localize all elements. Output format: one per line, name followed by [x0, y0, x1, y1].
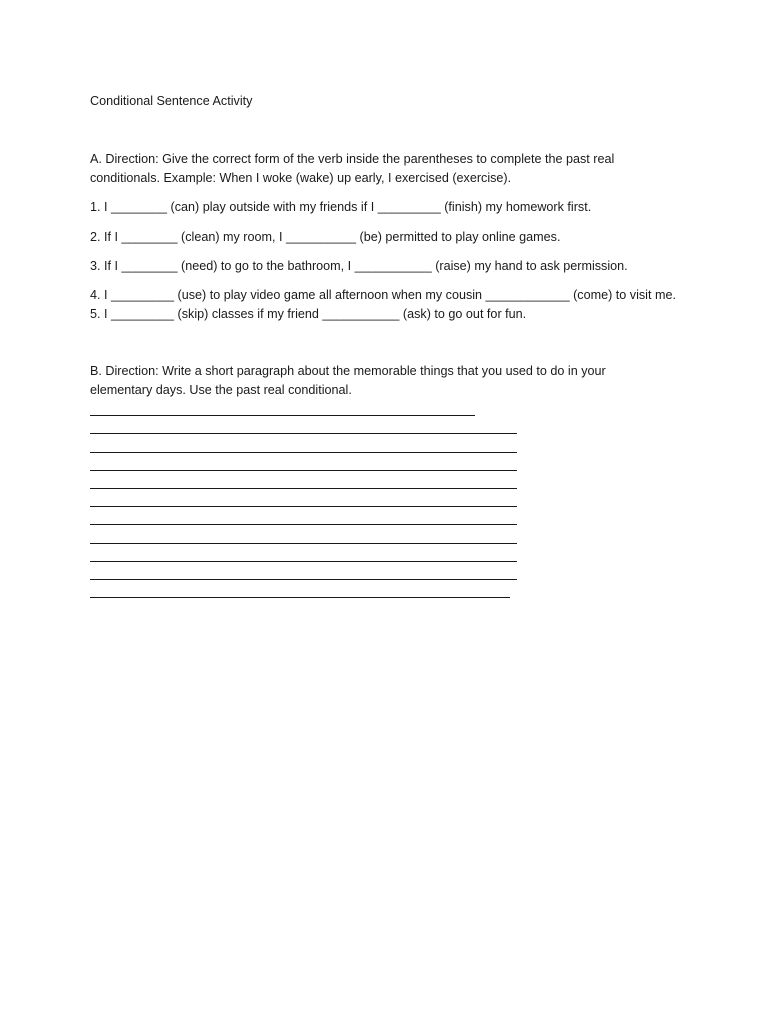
answer-line: [90, 400, 475, 418]
answer-line: [90, 418, 517, 436]
answer-line: [90, 527, 517, 545]
page-title: Conditional Sentence Activity: [90, 94, 253, 108]
answer-line: [90, 473, 517, 491]
exercise-item-4: 4. I _________ (use) to play video game all afternoon when my cousin ____________ (come) to visit me.: [90, 288, 676, 302]
exercise-item-1: 1. I ________ (can) play outside with my friends if I _________ (finish) my homework first.: [90, 200, 592, 214]
section-b-direction: B. Direction: Write a short paragraph about the memorable things that you used to do in your elementary days. Use the past real conditional.: [90, 364, 606, 397]
exercise-item-3: 3. If I ________ (need) to go to the bathroom, I ___________ (raise) my hand to ask permission.: [90, 259, 628, 273]
answer-line: [90, 455, 517, 473]
exercise-item-2: 2. If I ________ (clean) my room, I __________ (be) permitted to play online games.: [90, 230, 561, 244]
section-a-direction: A. Direction: Give the correct form of the verb inside the parentheses to complete the past real conditionals. Example: When I woke (wake) up early, I exercised (exercise).: [90, 152, 615, 185]
exercise-item-5: 5. I _________ (skip) classes if my friend ___________ (ask) to go out for fun.: [90, 307, 527, 321]
answer-line: [90, 582, 510, 600]
answer-line: [90, 491, 517, 509]
answer-lines: [90, 400, 517, 600]
answer-line: [90, 546, 517, 564]
answer-line: [90, 436, 517, 454]
answer-line: [90, 509, 517, 527]
answer-line: [90, 564, 517, 582]
